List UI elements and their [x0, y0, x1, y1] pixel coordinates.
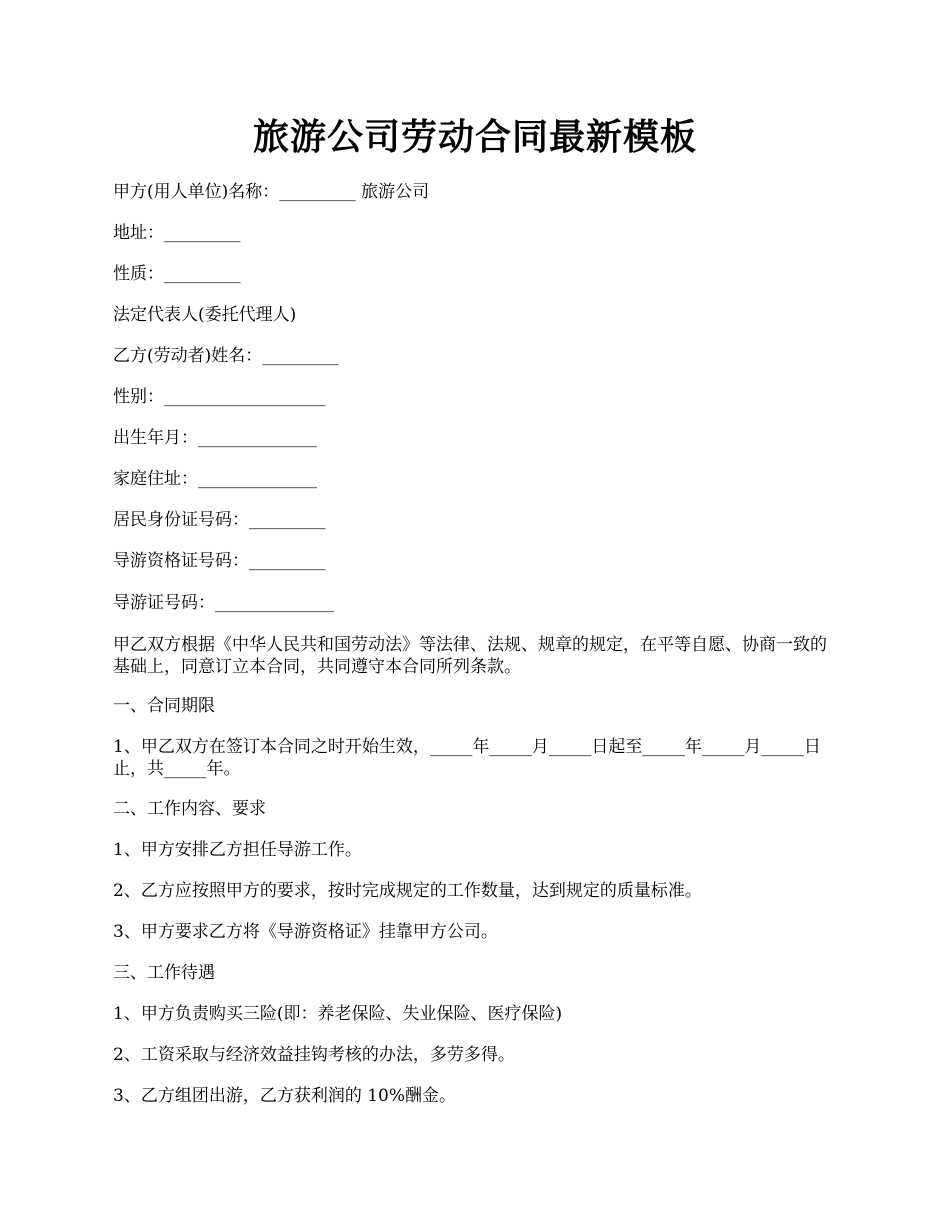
- section-3-heading: 三、工作待遇: [113, 963, 215, 983]
- legal-representative-line: 法定代表人(委托代理人): [113, 305, 297, 325]
- home-address-line: 家庭住址：______________: [113, 469, 317, 489]
- intro-paragraph: 甲乙双方根据《中华人民共和国劳动法》等法律、法规、规章的规定，在平等自愿、协商一致的基础上，同意订立本合同，共同遵守本合同所列条款。: [113, 635, 827, 677]
- section-2-item-3: 3、甲方要求乙方将《导游资格证》挂靠甲方公司。: [113, 922, 498, 942]
- section-2-item-2: 2、乙方应按照甲方的要求，按时完成规定的工作数量，达到规定的质量标准。: [113, 881, 702, 901]
- gender-line: 性别：___________________: [113, 387, 326, 407]
- section-3-item-3: 3、乙方组团出游，乙方获利润的 10%酬金。: [113, 1086, 457, 1106]
- address-line: 地址：_________: [113, 223, 241, 243]
- section-1-heading: 一、合同期限: [113, 696, 215, 716]
- guide-qualification-number-line: 导游资格证号码：_________: [113, 551, 326, 571]
- section-1-item-1: 1、甲乙双方在签订本合同之时开始生效，_____年_____月_____日起至_____年_____月_____日止，共_____年。: [113, 737, 821, 779]
- section-2-item-1: 1、甲方安排乙方担任导游工作。: [113, 840, 362, 860]
- section-3-item-1: 1、甲方负责购买三险(即：养老保险、失业保险、医疗保险): [113, 1004, 563, 1024]
- document-title: 旅游公司劳动合同最新模板: [252, 116, 697, 158]
- section-2-heading: 二、工作内容、要求: [113, 799, 266, 819]
- nature-line: 性质：_________: [113, 264, 241, 284]
- employee-name-line: 乙方(劳动者)姓名：_________: [113, 346, 339, 366]
- employer-name-line: 甲方(用人单位)名称：_________ 旅游公司: [113, 182, 430, 202]
- guide-license-number-line: 导游证号码：______________: [113, 593, 334, 613]
- section-3-item-2: 2、工资采取与经济效益挂钩考核的办法，多劳多得。: [113, 1045, 515, 1065]
- birth-date-line: 出生年月：______________: [113, 428, 317, 448]
- id-card-number-line: 居民身份证号码：_________: [113, 510, 326, 530]
